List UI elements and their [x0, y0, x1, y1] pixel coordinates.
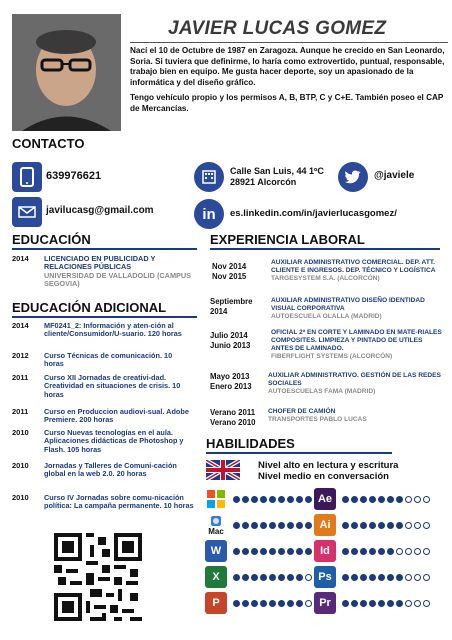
skill-level	[233, 548, 323, 555]
skill-level	[342, 600, 432, 607]
experience-item	[268, 408, 443, 424]
skills-divider	[206, 452, 392, 454]
skill-icon-label: Ps	[318, 571, 332, 583]
skill-dot	[251, 600, 258, 607]
skill-dot	[351, 496, 358, 503]
skill-dot	[396, 496, 403, 503]
experience-date: Mayo 2013	[210, 372, 250, 381]
skill-dot	[351, 600, 358, 607]
additional-text: MF0241_2: Información y aten-ción al cliente/Consumidor/U-suario. 120 horas	[44, 321, 182, 339]
skill-dot	[278, 600, 285, 607]
additional-text: Curso XII Jornadas de creativi-dad. Creatividad en situaciones de crisis. 10 horas	[44, 373, 181, 399]
qr-code[interactable]	[54, 533, 142, 621]
experience-role: AUXILIAR ADMINISTRATIVO COMERCIAL. DEP. ATT. CLIENTE E INGRESOS. DEP. TÉCNICO Y LOGÍSTICA	[271, 259, 436, 274]
skill-dot	[305, 548, 312, 555]
skill-row	[205, 514, 323, 536]
additional-year: 2011	[12, 373, 29, 382]
experience-role: CHOFER DE CAMIÓN	[268, 408, 336, 415]
experience-dates	[210, 408, 256, 428]
skill-icon-label: Ae	[317, 493, 333, 505]
skill-dot	[305, 600, 312, 607]
skill-dot	[260, 574, 267, 581]
experience-dates	[210, 372, 252, 392]
experience-divider	[210, 248, 440, 250]
skill-dot	[387, 522, 394, 529]
skill-dot	[287, 600, 294, 607]
linkedin-url[interactable]: es.linkedin.com/in/javierlucasgomez/	[230, 208, 397, 219]
skill-dot	[242, 574, 249, 581]
education-year: 2014	[12, 254, 29, 263]
skill-dot	[242, 600, 249, 607]
skill-dot	[378, 522, 385, 529]
skill-dot	[269, 600, 276, 607]
additional-year: 2010	[12, 493, 29, 502]
skill-dot	[360, 496, 367, 503]
skill-dot	[287, 548, 294, 555]
skill-dot	[387, 600, 394, 607]
skill-dot	[414, 600, 421, 607]
skill-dot	[342, 574, 349, 581]
experience-date: Enero 2013	[210, 382, 252, 391]
skill-dot	[405, 496, 412, 503]
premiere-icon	[314, 592, 336, 614]
contact-title: CONTACTO	[12, 136, 85, 151]
skill-dot	[296, 522, 303, 529]
experience-company: TRANSPORTES PABLO LUCAS	[268, 416, 367, 423]
additional-year: 2012	[12, 351, 29, 360]
linkedin-icon[interactable]	[194, 199, 224, 229]
skill-dot	[242, 496, 249, 503]
experience-date: Nov 2014	[212, 262, 247, 271]
skill-icon-label: Ai	[319, 519, 331, 531]
bio	[130, 46, 448, 115]
skill-level	[233, 496, 323, 503]
address-line: Calle San Luis, 44 1ºC	[230, 166, 324, 176]
experience-date: Nov 2015	[212, 272, 247, 281]
skill-dot	[414, 522, 421, 529]
skill-dot	[414, 496, 421, 503]
skill-dot	[360, 574, 367, 581]
skill-level	[342, 522, 432, 529]
twitter-handle[interactable]: @javiele	[374, 170, 415, 181]
experience-date: Verano 2011	[210, 408, 256, 417]
phone-icon	[12, 162, 42, 192]
skill-dot	[233, 522, 240, 529]
name-divider	[130, 42, 448, 43]
skill-dot	[342, 522, 349, 529]
skill-row	[314, 540, 432, 562]
phone-number[interactable]: 639976621	[46, 170, 102, 182]
skill-dot	[405, 522, 412, 529]
skill-dot	[414, 548, 421, 555]
skill-dot	[396, 574, 403, 581]
additional-year: 2014	[12, 321, 29, 330]
skill-dot	[369, 548, 376, 555]
skill-icon-label: P	[212, 597, 220, 609]
skill-dot	[278, 548, 285, 555]
skill-dot	[387, 574, 394, 581]
experience-role: AUXILIAR ADMINISTRATIVO. GESTIÓN DE LAS REDES SOCIALES	[268, 372, 441, 387]
skill-row	[205, 540, 323, 562]
email-address[interactable]: javilucasg@gmail.com	[46, 205, 154, 216]
skill-dot	[233, 600, 240, 607]
additional-year: 2011	[12, 407, 29, 416]
experience-role: OFICIAL 2ª EN CORTE Y LAMINADO EN MATE-RIALES COMPOSITES. LIMPIEZA Y PINTADO DE UTILES ANTES DE LAMINADO.	[271, 329, 442, 352]
skill-dot	[342, 548, 349, 555]
illustrator-icon	[314, 514, 336, 536]
skill-dot	[296, 548, 303, 555]
experience-date: Junio 2013	[210, 341, 251, 350]
skill-dot	[260, 522, 267, 529]
additional-year: 2010	[12, 461, 29, 470]
word-icon	[205, 540, 227, 562]
additional-text: Curso Nuevas tecnologías en el aula. Aplicaciones didácticas de Photoshop y Flash. 105 horas	[44, 428, 184, 454]
profile-photo	[12, 14, 121, 131]
skill-dot	[251, 548, 258, 555]
skill-dot	[305, 522, 312, 529]
photoshop-icon	[314, 566, 336, 588]
skill-icon-label: Id	[320, 545, 330, 557]
skill-row	[205, 488, 323, 510]
experience-date: Verano 2010	[210, 418, 256, 427]
skill-dot	[378, 600, 385, 607]
excel-icon	[205, 566, 227, 588]
experience-title: EXPERIENCIA LABORAL	[210, 232, 365, 247]
skill-dot	[396, 522, 403, 529]
indesign-icon	[314, 540, 336, 562]
experience-dates	[212, 262, 246, 282]
bio-paragraph: Tengo vehículo propio y los permisos A, B, BTP, C y C+E. También poseo el CAP de Mercancías.	[130, 93, 444, 113]
skill-dot	[369, 574, 376, 581]
skill-dot	[396, 548, 403, 555]
education-school: UNIVERSIDAD DE VALLADOLID (CAMPUS SEGOVIA)	[44, 270, 192, 289]
skill-dot	[360, 522, 367, 529]
bio-paragraph: Nací el 10 de Octubre de 1987 en Zaragoza. Aunque he crecido en San Leonardo, Soria. Si tuviera que definirme, lo haría como extrovertido, puntual, responsable, trabajo bien en equipo. Me gusta hacer deporte, soy un apasionado de la informática y del diseño gráfico.	[130, 46, 445, 87]
address	[230, 166, 324, 188]
skill-dot	[342, 496, 349, 503]
person-name: JAVIER LUCAS GOMEZ	[168, 18, 387, 39]
skill-dot	[296, 600, 303, 607]
skill-row	[314, 566, 432, 588]
experience-item	[271, 329, 443, 361]
experience-company: AUTOESCUELAS FAMA (MADRID)	[268, 388, 376, 395]
skill-dot	[269, 522, 276, 529]
skill-dot	[342, 600, 349, 607]
skill-dot	[360, 600, 367, 607]
skill-dot	[405, 548, 412, 555]
experience-company: AUTOESCUELA OLALLA (MADRID)	[271, 313, 382, 320]
skill-dot	[414, 574, 421, 581]
experience-date: Julio 2014	[210, 331, 248, 340]
language-speaking: Nivel medio en conversación	[258, 471, 389, 482]
windows-icon	[205, 488, 227, 510]
skill-row	[205, 566, 323, 588]
skill-dot	[251, 574, 258, 581]
skill-dot	[378, 496, 385, 503]
mac-label: Mac	[208, 526, 224, 536]
linkedin-icon-text: in	[202, 205, 216, 223]
skill-row	[314, 488, 432, 510]
skills-title: HABILIDADES	[206, 436, 295, 451]
education-title: EDUCACIÓN	[12, 232, 91, 247]
skill-icon-label: X	[212, 571, 220, 583]
skill-dot	[360, 548, 367, 555]
skill-dot	[287, 574, 294, 581]
skill-dot	[351, 548, 358, 555]
skill-dot	[369, 600, 376, 607]
experience-date: Septiembre	[210, 297, 253, 306]
skill-dot	[242, 522, 249, 529]
skill-level	[342, 548, 432, 555]
experience-company: FIBERFLIGHT SYSTEMS (ALCORCÓN)	[271, 353, 393, 360]
skill-dot	[423, 600, 430, 607]
skill-dot	[260, 600, 267, 607]
skill-dot	[233, 548, 240, 555]
skill-level	[233, 600, 323, 607]
skill-dot	[278, 522, 285, 529]
skill-dot	[278, 574, 285, 581]
skill-dot	[423, 496, 430, 503]
education-degree: LICENCIADO EN PUBLICIDAD Y RELACIONES PÚBLICAS	[44, 254, 156, 272]
experience-dates	[210, 297, 252, 317]
skill-dot	[296, 574, 303, 581]
experience-company: TARGESYSTEM S.A. (ALCORCÓN)	[271, 275, 380, 282]
skill-dot	[305, 496, 312, 503]
language-levels	[258, 460, 398, 482]
skill-dot	[251, 522, 258, 529]
skill-dot	[369, 496, 376, 503]
additional-text: Curso en Produccion audiovi-sual. Adobe Premiere. 200 horas	[44, 407, 189, 425]
experience-item	[271, 297, 443, 321]
experience-item	[268, 372, 443, 396]
additional-year: 2010	[12, 428, 29, 437]
email-icon	[12, 197, 42, 227]
skill-row	[314, 592, 432, 614]
building-icon	[194, 162, 224, 192]
skill-dot	[287, 496, 294, 503]
skill-dot	[269, 574, 276, 581]
skill-level	[233, 522, 323, 529]
skill-dot	[387, 496, 394, 503]
education-item	[12, 255, 197, 291]
skill-level	[342, 574, 432, 581]
experience-role: AUXILIAR ADMINISTRATIVO DISEÑO IDENTIDAD VISUAL CORPORATIVA	[271, 297, 425, 312]
skill-dot	[423, 548, 430, 555]
skill-dot	[378, 574, 385, 581]
additional-education-divider	[12, 316, 197, 318]
skill-dot	[287, 522, 294, 529]
skill-dot	[242, 548, 249, 555]
education-divider	[12, 248, 197, 250]
powerpoint-icon	[205, 592, 227, 614]
uk-flag-icon	[206, 460, 240, 480]
skill-row	[205, 592, 323, 614]
skill-dot	[269, 496, 276, 503]
additional-text: Curso Técnicas de comunicación. 10 horas	[44, 351, 173, 369]
after-effects-icon	[314, 488, 336, 510]
additional-text: Jornadas y Talleres de Comuni-cación global en la web 2.0. 20 horas	[44, 461, 177, 479]
skill-dot	[405, 600, 412, 607]
skill-dot	[351, 522, 358, 529]
skill-dot	[405, 574, 412, 581]
skill-level	[342, 496, 432, 503]
experience-item	[271, 259, 443, 283]
skill-dot	[233, 496, 240, 503]
skill-dot	[396, 600, 403, 607]
skill-dot	[296, 496, 303, 503]
skill-dot	[269, 548, 276, 555]
language-reading: Nivel alto en lectura y escritura	[258, 460, 399, 471]
skill-dot	[278, 496, 285, 503]
skill-icon-label: W	[210, 545, 222, 557]
skill-icon-label: Pr	[319, 597, 331, 609]
skill-level	[233, 574, 323, 581]
skill-dot	[387, 548, 394, 555]
mac-icon	[205, 514, 227, 536]
skill-dot	[260, 548, 267, 555]
skill-dot	[233, 574, 240, 581]
additional-text: Curso IV Jornadas sobre comu-nicación política: La campaña permanente. 10 horas	[44, 493, 194, 511]
skill-dot	[351, 574, 358, 581]
skill-dot	[378, 548, 385, 555]
skill-dot	[260, 496, 267, 503]
skill-dot	[369, 522, 376, 529]
address-line: 28921 Alcorcón	[230, 177, 297, 187]
experience-dates	[210, 331, 250, 351]
experience-date: 2014	[210, 307, 228, 316]
twitter-icon[interactable]	[338, 162, 368, 192]
additional-education-title: EDUCACIÓN ADICIONAL	[12, 300, 167, 315]
skill-dot	[423, 574, 430, 581]
skill-row	[314, 514, 432, 536]
skill-dot	[251, 496, 258, 503]
skill-dot	[305, 574, 312, 581]
skill-dot	[423, 522, 430, 529]
